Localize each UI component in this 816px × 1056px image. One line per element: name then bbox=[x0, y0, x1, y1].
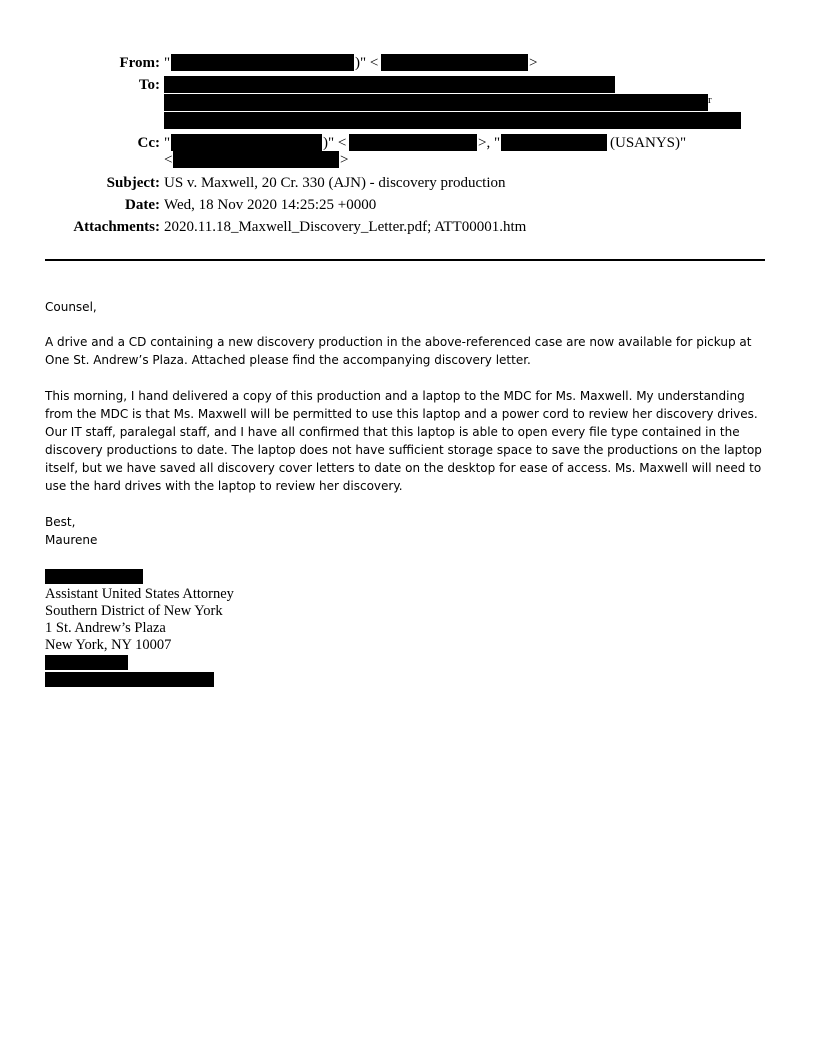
redacted-cc-name-2 bbox=[501, 134, 607, 151]
redacted-to-line-1 bbox=[164, 76, 615, 93]
cc-quote-open: " bbox=[164, 135, 171, 151]
sender-first-name: Maurene bbox=[45, 533, 98, 547]
redacted-from-name bbox=[171, 54, 354, 71]
redacted-to-line-3 bbox=[164, 112, 741, 129]
attachments-value: 2020.11.18_Maxwell_Discovery_Letter.pdf; ATT00001.htm bbox=[164, 219, 527, 235]
cc-line-2-open: < bbox=[164, 152, 173, 168]
closing: Best, bbox=[45, 515, 76, 529]
signature-address-2: New York, NY 10007 bbox=[45, 637, 172, 653]
redacted-cc-name-1 bbox=[171, 134, 322, 151]
signature-address-1: 1 St. Andrew’s Plaza bbox=[45, 620, 166, 636]
signature-office: Southern District of New York bbox=[45, 603, 223, 619]
from-label: From: bbox=[119, 55, 160, 71]
from-quote-open: " bbox=[164, 55, 171, 71]
date-value: Wed, 18 Nov 2020 14:25:25 +0000 bbox=[164, 197, 377, 213]
body-paragraph-1: A drive and a CD containing a new discovery production in the above-referenced case are now available for pickup at One St. Andrew’s Plaza. Attached please find the accompanying discovery letter. bbox=[45, 335, 752, 367]
subject-label: Subject: bbox=[106, 175, 160, 191]
signature-title: Assistant United States Attorney bbox=[45, 586, 234, 602]
to-line-2-tail: r bbox=[708, 94, 712, 106]
redacted-signature-phone bbox=[45, 655, 128, 670]
redacted-cc-email-1 bbox=[349, 134, 477, 151]
redacted-from-email bbox=[381, 54, 528, 71]
redacted-to-line-2 bbox=[164, 94, 708, 111]
from-quote-mid: )" < bbox=[355, 55, 379, 71]
date-label: Date: bbox=[125, 197, 160, 213]
attachments-label: Attachments: bbox=[73, 219, 160, 235]
cc-quote-mid: )" < bbox=[323, 135, 347, 151]
redacted-signature-email bbox=[45, 672, 214, 687]
header-divider bbox=[45, 259, 765, 261]
salutation: Counsel, bbox=[45, 300, 97, 314]
subject-value: US v. Maxwell, 20 Cr. 330 (AJN) - discovery production bbox=[164, 175, 506, 191]
redacted-signature-name bbox=[45, 569, 143, 584]
from-bracket-close: > bbox=[529, 55, 538, 71]
cc-label: Cc: bbox=[137, 135, 160, 151]
redacted-cc-email-2 bbox=[173, 151, 339, 168]
body-paragraph-2: This morning, I hand delivered a copy of this production and a laptop to the MDC for Ms. Maxwell. My understanding from the MDC is that Ms. Maxwell will be permitted to use this laptop and a power cord to review her discovery drives. Our IT staff, paralegal staff, and I have all confirmed that this laptop is able to open every file type contained in the discovery productions to date. The laptop does not have sufficient storage space to save the productions on the laptop itself, but we have saved all discovery cover letters to date on the desktop for ease of access. Ms. Maxwell will need to use the hard drives with the laptop to review her discovery. bbox=[45, 389, 762, 493]
cc-usanys: (USANYS)" bbox=[610, 135, 687, 151]
cc-line-2-close: > bbox=[340, 152, 349, 168]
to-label: To: bbox=[138, 77, 160, 93]
cc-separator: >, " bbox=[478, 135, 501, 151]
